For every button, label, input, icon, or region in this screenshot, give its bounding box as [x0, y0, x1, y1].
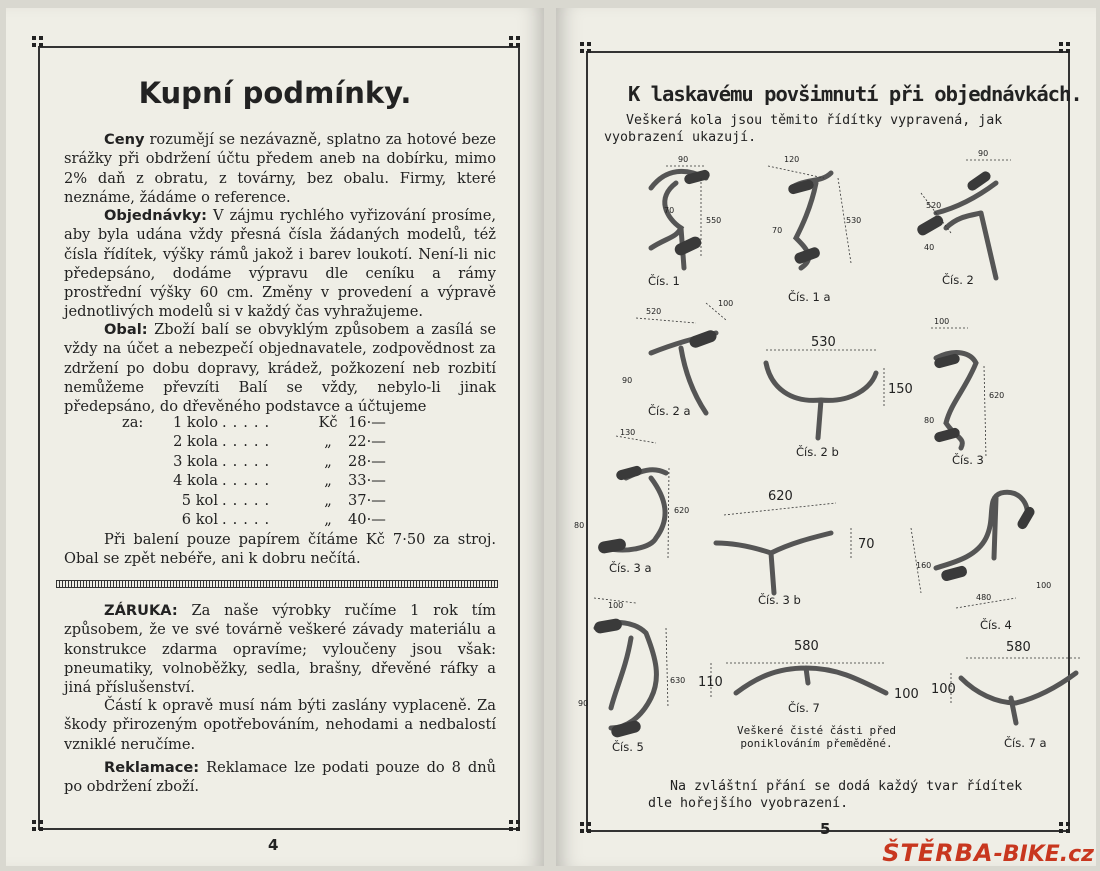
right-page — [556, 8, 1096, 866]
handlebar-2 — [936, 183, 996, 278]
packing-currency: „ — [324, 433, 332, 451]
packing-qty: 3 kola — [173, 452, 218, 470]
dim-f2a-2: 90 — [622, 376, 633, 385]
dot-leader: ..... — [222, 511, 276, 529]
packing-price: 28·— — [348, 452, 386, 470]
dim-f3a-1: 80 — [574, 521, 585, 530]
figure-label-4: Čís. 4 — [980, 618, 1012, 632]
packing-currency: „ — [324, 472, 332, 490]
corner-ornament — [580, 42, 591, 53]
figure-label-1a: Čís. 1 a — [788, 290, 831, 304]
section-objednavky — [64, 206, 496, 322]
paper-packing-text: Při balení pouze papírem čítáme Kč 7·50 za stroj. Obal se zpět nebéře, ani k dobru nečítá. — [64, 531, 496, 568]
dim-f1-0: 90 — [678, 155, 689, 164]
figure-label-2a: Čís. 2 a — [648, 404, 691, 418]
packing-qty: 1 kolo — [172, 414, 218, 431]
figure-label-1: Čís. 1 — [648, 274, 680, 288]
packing-currency: „ — [324, 511, 332, 529]
dot-leader: ..... — [222, 452, 276, 470]
handlebar-5 — [596, 623, 656, 728]
packing-qty: 6 kol — [181, 511, 218, 529]
ceny-label: Ceny — [104, 131, 145, 148]
list-item — [148, 510, 398, 529]
dim-f1a-2: 530 — [846, 216, 862, 225]
dim-f3-1: 80 — [924, 416, 935, 425]
dim-f1a-1: 70 — [772, 226, 783, 235]
section-obal — [64, 320, 496, 416]
dim-f2-2: 40 — [924, 243, 935, 252]
dim-f5-1: 90 — [578, 699, 589, 708]
section-reklamace — [64, 758, 496, 797]
watermark-part1: ŠTĚRBA — [882, 839, 994, 867]
figure-label-2: Čís. 2 — [942, 273, 974, 287]
packing-qty: 4 kola — [173, 472, 218, 490]
page-title: K laskavému povšimnutí při objednávkách. — [628, 82, 1082, 106]
handlebar-7 — [736, 668, 886, 693]
section-ceny — [64, 130, 496, 207]
dim-f3a-2: 620 — [674, 506, 690, 515]
dim-f2b-1: 150 — [888, 382, 913, 397]
packing-price: 37·— — [348, 491, 386, 509]
dim-f1-2: 550 — [706, 216, 722, 225]
dim-f3-0: 100 — [934, 317, 950, 326]
corner-ornament — [32, 820, 43, 831]
dim-f5-0: 100 — [608, 601, 624, 610]
dim-f4-1: 480 — [976, 593, 992, 602]
packing-currency: Kč — [318, 414, 338, 431]
objednavky-text: V zájmu rychlého vyřizování prosíme, aby byla udána vždy přesná čísla žádaných modelů, též čísla řídítek, výšky rámů jakož i barev loukotí. Není-li nic předepsáno, dodáme výpravu dle ceníku a rámy prostřední výšky 60 cm. Změny v provedení a výpravě jednotlivých modelů si v každý čas vyhražujeme. — [64, 207, 497, 321]
page-number: 5 — [820, 820, 831, 838]
dim-f3b-0: 620 — [768, 489, 793, 504]
dim-f2b-0: 530 — [811, 335, 836, 350]
packing-prefix: za: — [122, 414, 144, 431]
zaruka-label: ZÁRUKA: — [104, 602, 178, 619]
dim-f2-1: 520 — [926, 201, 942, 210]
handlebar-7a — [961, 673, 1076, 723]
intro-text: Veškerá kola jsou těmito řídítky vypravená, jak vyobrazení ukazují. — [604, 113, 1003, 145]
dim-f2a-0: 520 — [646, 307, 662, 316]
page-title: Kupní podmínky. — [138, 76, 412, 110]
dim-f7-2: 100 — [894, 687, 919, 702]
zaruka-text: Za naše výrobky ručíme 1 rok tím způsobem, že ve své továrně veškeré závady materiálu a konstrukce zdarma opravíme; vyloučeny jsou však: pneumatiky, volnoběžky, sedla, brašny, dřevěné ráfky a jiná příslušenství. — [64, 602, 496, 697]
dot-leader: ..... — [222, 491, 276, 509]
packing-price: 16·— — [348, 414, 386, 431]
dim-f7-1: 110 — [698, 675, 723, 690]
reklamace-label: Reklamace: — [104, 759, 200, 776]
reklamace-text: Reklamace lze podati pouze do 8 dnů po obdržení zboží. — [64, 759, 497, 796]
figure-label-3b: Čís. 3 b — [758, 593, 801, 607]
figure-label-3: Čís. 3 — [952, 453, 984, 467]
divider — [56, 580, 498, 588]
list-item — [148, 452, 398, 471]
packing-price: 33·— — [348, 472, 386, 490]
list-item — [122, 413, 398, 432]
ceny-text: rozumějí se nezávazně, splatno za hotové beze srážky při obdržení účtu předem aneb na dobírku, mimo 2% daň z obratu, z továrny, bez obalu. Firmy, které neznáme, žádáme o reference. — [64, 131, 496, 206]
dot-leader: ..... — [222, 414, 276, 431]
obal-label: Obal: — [104, 321, 148, 338]
footer-text: Na zvláštní přání se dodá každý tvar řídítek dle hořejšího vyobrazení. — [648, 779, 1023, 811]
corner-ornament — [509, 820, 520, 831]
watermark-logo — [882, 839, 1094, 867]
dim-f1-1: 70 — [664, 206, 675, 215]
dim-f5-2: 630 — [670, 676, 686, 685]
packing-qty: 2 kola — [173, 433, 218, 451]
dim-f1a-0: 120 — [784, 155, 800, 164]
handlebar-3a — [606, 470, 666, 550]
packing-currency: „ — [324, 452, 332, 470]
handlebar-2a — [651, 333, 716, 413]
figure-label-5: Čís. 5 — [612, 740, 644, 754]
figure-label-7: Čís. 7 — [788, 701, 820, 715]
corner-ornament — [1059, 42, 1070, 53]
corner-ornament — [509, 36, 520, 47]
nickel-note: Veškeré čisté části před poniklováním přeměděné. — [737, 724, 896, 750]
dim-f4-0: 160 — [916, 561, 932, 570]
obal-text: Zboží balí se obvyklým způsobem a zasílá se vždy na účet a nebezpečí objednavatele, zodpovědnost za zdržení po dobu dopravy, krádež, požkození neb rozbití nemůžeme převzíti Balí se vždy, nebylo-li jinak předepsáno, do dřevěného podstavce a účtujeme — [64, 321, 496, 416]
packing-currency: „ — [324, 491, 332, 509]
objednavky-label: Objednávky: — [104, 207, 208, 224]
dot-leader: ..... — [222, 433, 276, 451]
packing-price: 40·— — [348, 511, 386, 529]
list-item — [148, 432, 398, 451]
dim-f3a-0: 130 — [620, 428, 636, 437]
dim-f2a-1: 100 — [718, 299, 734, 308]
dim-f3b-1: 70 — [858, 537, 875, 552]
dim-f2-0: 90 — [978, 149, 989, 158]
figure-label-3a: Čís. 3 a — [609, 561, 652, 575]
dim-f7a-0: 580 — [1006, 640, 1031, 655]
dot-leader: ..... — [222, 472, 276, 490]
watermark-part2: -BIKE.cz — [993, 842, 1094, 867]
handlebar-4 — [936, 492, 1027, 568]
packing-qty: 5 kol — [181, 491, 218, 509]
figure-label-2b: Čís. 2 b — [796, 445, 839, 459]
dim-f4-2: 100 — [1036, 581, 1052, 590]
packing-price-list — [122, 413, 398, 529]
page-number: 4 — [268, 836, 279, 854]
figure-label-7a: Čís. 7 a — [1004, 736, 1047, 750]
list-item — [148, 471, 398, 490]
dim-f3-2: 620 — [989, 391, 1005, 400]
section-zaruka — [64, 601, 496, 697]
packing-price: 22·— — [348, 433, 386, 451]
corner-ornament — [32, 36, 43, 47]
dim-f7a-1: 100 — [931, 682, 956, 697]
section-casti: Částí k opravě musí nám býti zaslány vyplaceně. Za škody přirozeným opotřebováním, nehodami a nedbalostí vzniklé neručíme. — [64, 697, 496, 753]
list-item — [148, 491, 398, 510]
left-page — [6, 8, 544, 866]
dim-f7-0: 580 — [794, 639, 819, 654]
handlebar-3b — [716, 533, 831, 593]
handlebar-2b — [766, 363, 876, 438]
